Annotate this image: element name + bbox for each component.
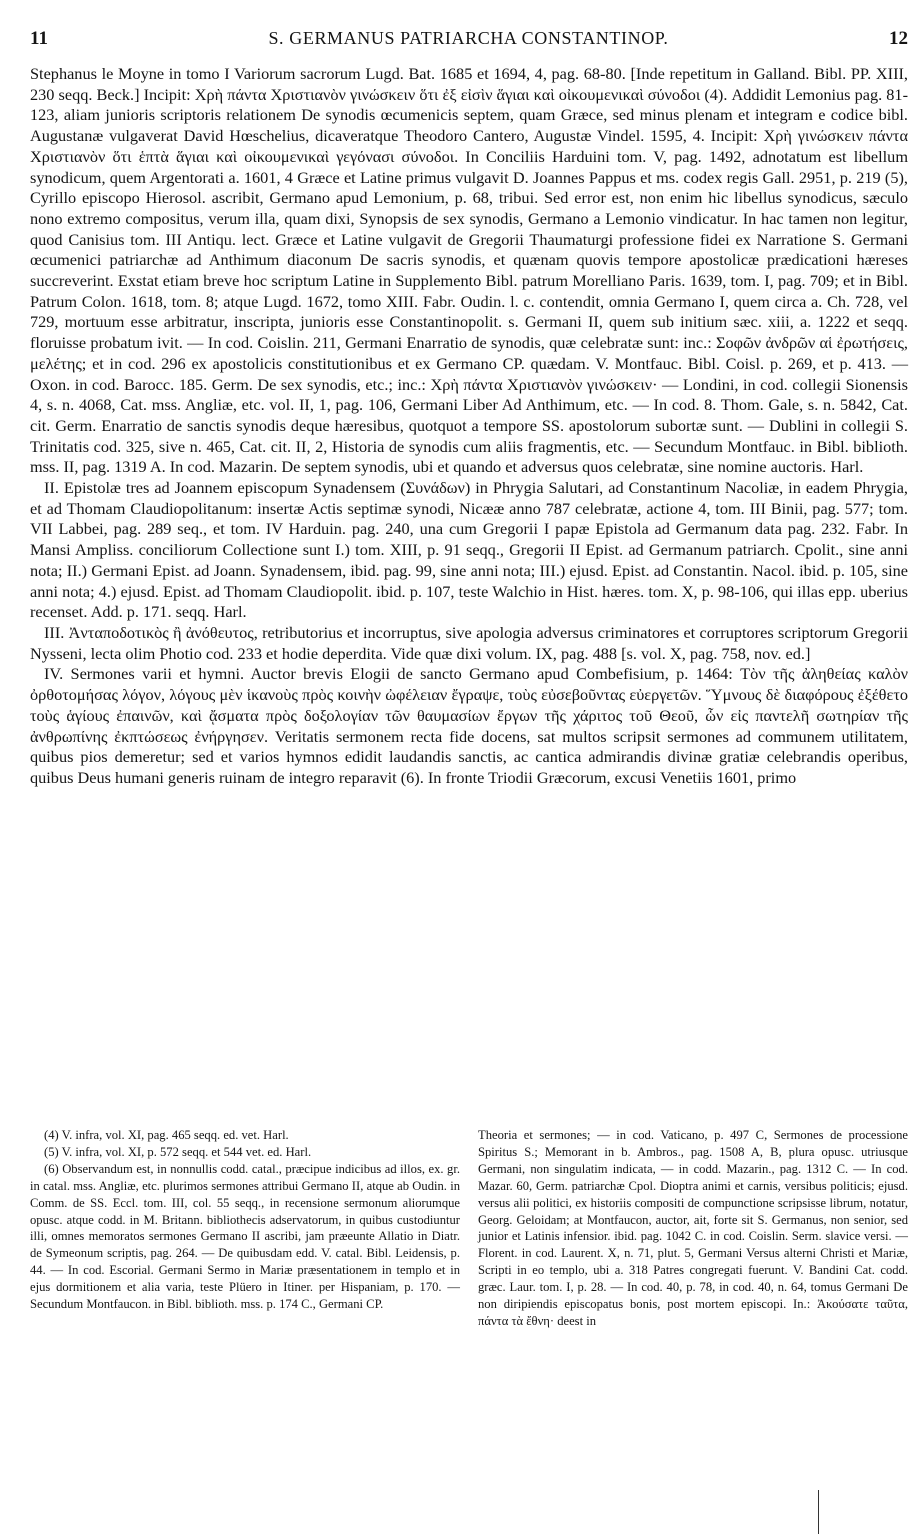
main-text [30,64,908,789]
paragraph-stephanus: Stephanus le Moyne in tomo I Variorum sacrorum Lugd. Bat. 1685 et 1694, 4, pag. 68-80. [Inde repetitum in Galland. Bibl. PP. XIII, 230 seqq. Beck.] Incipit: Χρὴ πάντα Χριστιανὸν γινώσκειν ὅτι ἐξ εἰσὶν ἅγιαι καὶ οἰκουμενικαὶ σύνοδοι (4). Addidit Lemonius pag. 81-123, aliam junioris scriptoris relationem De synodis œcumenicis septem, quam Græce, sed minus plenam et integram e codice bibl. Augustanæ vulgaverat David Hœschelius, dicaveratque Theodoro Cantero, Augustæ Vindel. 1595, 4. Incipit: Χρὴ γινώσκειν πάντα Χριστιανὸν ὅτι ἑπτὰ ἅγιαι καὶ οἰκουμενικαὶ γεγόνασι σύνοδοι. In Conciliis Harduini tom. V, pag. 1492, adnotatum est libellum synodicum, quem Argentorati a. 1601, 4 Græce et Latine primus vulgavit D. Joannes Pappus et ms. codex regis Gall. 2951, p. 219 (5), Cyrillo episcopo Hierosol. ascribit, Germano apud Lemonium, p. 68, tribui. Sed error est, non enim hic libellus synodicus, sæculo nono extremo compositus, verum illa, quam dixi, Synopsis de sex synodis, Germano a Lemonio vindicatur. In hac tamen non legitur, quod Canisius tom. III Antiqu. lect. Græce et Latine vulgavit de Gregorii Thaumaturgi professione fidei ex Narratione S. Germani œcumenici patriarchæ ad Anthimum diaconum De sacris synodis, et quænam quovis tempore apostolicæ prædicationi hæreses succreverint. Exstat etiam breve hoc scriptum Latine in Supplemento Bibl. patrum Morelliano Paris. 1639, tom. I, pag. 709; et in Bibl. Patrum Colon. 1618, tom. 8; atque Lugd. 1672, tomo XIII. Fabr. Oudin. l. c. contendit, omnia Germano I, quem circa a. Ch. 728, vel 729, mortuum esse arbitratur, inscripta, junioris esse Constantinopolit. s. Germani II, quem sub initium sæc. xiii, a. 1222 et seqq. floruisse probatum ivit. — In cod. Coislin. 211, Germani Enarratio de synodis, quæ celebratæ sunt: inc.: Σοφῶν ἀνδρῶν αἱ ἐρωτήσεις, μελέτης; et in cod. 296 ex apostolicis constitutionibus et ex Germano CP. quædam. V. Montfauc. Bibl. Coisl. p. 269, et p. 413. — Oxon. in cod. Barocc. 185. Germ. De sex synodis, etc.; inc.: Χρὴ πάντα Χριστιανὸν γινώσκειν· — Londini, in cod. collegii Sionensis 4, s. n. 4068, Cat. mss. Angliæ, etc. vol. II, 1, pag. 106, Germani Liber Ad Anthimum, etc. — In cod. 8. Thom. Gale, s. n. 5842, Cat. cit. Germ. Enarratio de sanctis synodis deque hæresibus, quotquot a tempore SS. apostolorum subortæ sunt. — Dublini in collegii S. Trinitatis cod. 325, sive n. 465, Cat. cit. II, 2, Historia de synodis cum aliis fragmentis, etc. — Secundum Montfauc. in Bibl. biblioth. mss. II, pag. 1319 A. In cod. Mazarin. De septem synodis, ubi et quando et adversus quos celebratæ, sine nomine auctoris. Harl. [30,64,908,477]
footnote-6: (6) Observandum est, in nonnullis codd. catal., præcipue indicibus ad illos, ex. gr. in catal. mss. Angliæ, etc. plurimos sermones attribui Germano II, atque ab Oudin. in Comm. de SS. Eccl. tom. III, col. 55 seqq., in recensione sermonum aliorumque opusc. atque codd. in M. Britann. bibliothecis adservatorum, in quibus custodiuntur illi, omnes memoratos sermones Germano II ascribi, jam præeunte Allatio in Diatr. de Symeonum scriptis, pag. 264. — De quibusdam edd. V. catal. Bibl. Leidensis, p. 44. — In cod. Escorial. Germani Sermo in Mariæ præsentationem in templo et in ejus dormitionem et alia varia, teste Plüero in Itiner. per Hispaniam, p. 170. — Secundum Montfaucon. in Bibl. biblioth. mss. p. 174 C., Germani CP. [30,1161,460,1312]
page-number-right: 12 [889,28,908,49]
footnote-4: (4) V. infra, vol. XI, pag. 465 seqq. ed. vet. Harl. [44,1128,289,1142]
footnotes [30,1127,908,1330]
footnote-5: (5) V. infra, vol. XI, p. 572 seqq. et 544 vet. ed. Harl. [44,1144,312,1159]
footnote-column-left [30,1127,460,1330]
running-header [30,28,908,62]
paragraph-antapodotikos: III. Ἀνταποδοτικὸς ἢ ἀνόθευτος, retributorius et incorruptus, sive apologia adversus criminatores et corruptores scriptorum Gregorii Nysseni, lecta olim Photio cod. 233 et hodie deperdita. Vide quæ dixi volum. IX, pag. 488 [s. vol. X, pag. 758, nov. ed.] [30,622,908,663]
footnote-column-right [478,1127,908,1330]
footnote-6-continued: Theoria et sermones; — in cod. Vaticano, p. 497 C, Sermones de processione Spiritus S.; Memorant in b. Ambros., pag. 1508 A, B, plura opusc. utriusque Germani, non singulatim indicata, — in codd. Mazarin., pag. 1312 C. — In cod. Mazar. 60, Germ. patriarchæ Cpol. Dioptra animi et carnis, versibus politicis; ejusd. versus alii politici, ex historiis compositi de compunctione scripsisse librum, notatur, Georg. Geloidam; at Montfaucon, auctor, ait, forte sit S. Germanus, non senior, sed junior et Latinis infensior. ibid. pag. 1042 C. in cod. Coislin. Serm. slavice versi. — Florent. in cod. Laurent. X, n. 71, plut. 5, Germani Versus alterni Christi et Mariæ, Scripti in eo templo, ubi a. 318 Patres congregati fuerunt. V. Bandini Cat. codd. græc. Laur. tom. I, p. 28. — In cod. 40, p. 78, in cod. 40, n. 64, tomus Germani De non diripiendis episcopatus bonis, post mortem episcopi. In.: Ἀκούσατε ταῦτα, πάντα τὰ ἔθνη· deest in [478,1128,908,1328]
paragraph-epistolae: II. Epistolæ tres ad Joannem episcopum Synadensem (Συνάδων) in Phrygia Salutari, ad Constantinum Nacoliæ, in eadem Phrygia, et ad Thomam Claudiopolitanum: insertæ Actis septimæ synodi, Nicææ anno 787 celebratæ, actione 4, tom. III Binii, pag. 577; tom. VII Labbei, pag. 289 seq., et tom. IV Harduin. pag. 240, una cum Gregorii I papæ Epistola ad Germanum data pag. 232. Fabr. In Mansi Ampliss. conciliorum Collectione sunt I.) tom. XIII, p. 91 seqq., Gregorii II Epist. ad Germanum patriarch. Cpolit., sine anni nota; II.) Germani Epist. ad Joann. Synadensem, ibid. pag. 99, sine anni nota; III.) ejusd. Epist. ad Constantin. Nacol. ibid. p. 105, sine anni nota; 4.) ejusd. Epist. ad Thomam Claudiopolit. ibid. p. 107, teste Walchio in Hist. hæres. tom. X, p. 98-106, qui illas epp. uberius recenset. Add. p. 171. seqq. Harl. [30,478,908,622]
running-title: S. GERMANUS PATRIARCHA CONSTANTINOP. [268,28,669,48]
margin-mark [818,1490,819,1534]
page-number-left: 11 [30,28,48,49]
paragraph-sermones: IV. Sermones varii et hymni. Auctor brevis Elogii de sancto Germano apud Combefisium, p. 1464: Τὸν τῆς ἀληθείας καλὸν ὀρθοτομήσας λόγον, λόγους μὲν ἱκανοὺς πρὸς κοινὴν ὠφέλειαν ἔγραψε, τοὺς εὐσεβοῦντας εὐεργετῶν. Ὕμνους δὲ διαφόρους ἐξέθετο τοὺς ἁγίους ἐπαινῶν, καὶ ᾄσματα πρὸς δοξολογίαν τῶν θαυμασίων ἔργων τῆς χάριτος τοῦ Θεοῦ, ὧν εἰς παντελῆ σωτηρίαν τῆς ἀνθρωπίνης ἐκπτώσεως ἐνήργησεν. Veritatis sermonem recta fide docens, sat multos scripsit sermones ad communem utilitatem, quibus pios demeretur; sed et varios hymnos edidit laudandis sanctis, ac cantica admirandis divinæ gratiæ celebrandis operibus, quibus Deus humani generis ruinam de integro reparavit (6). In fronte Triodii Græcorum, excusi Venetiis 1601, primo [30,664,908,787]
